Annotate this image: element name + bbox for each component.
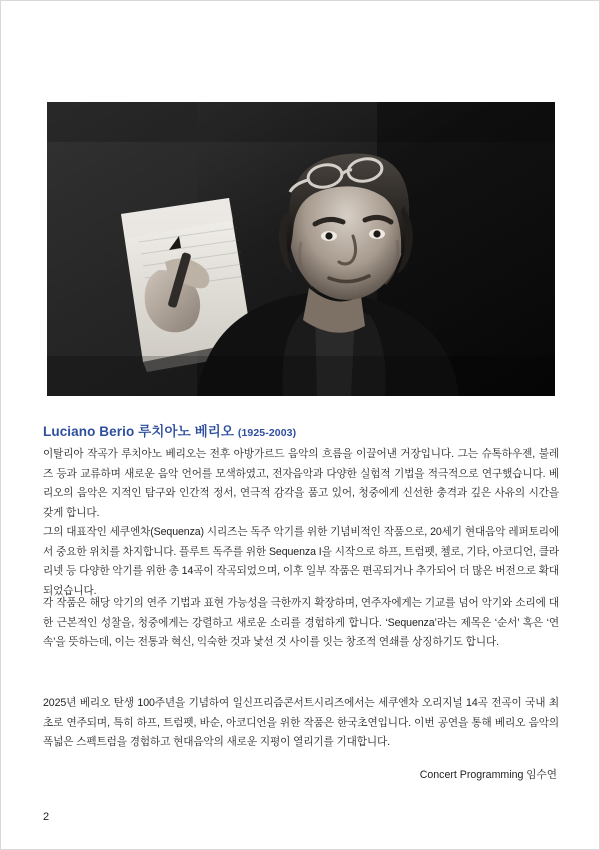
body-paragraph-2: 그의 대표작인 세쿠엔차(Sequenza) 시리즈는 독주 악기를 위한 기념비적인 작품으로, 20세기 현대음악 레퍼토리에서 중요한 위치를 차지합니다. 플루트 독주를 위한 Sequenza I을 시작으로 하프, 트럼펫, 첼로, 기타, 아코디언, 클라리넷 등 다양한 악기를 위한 총 14곡이 작곡되었으며, 이후 일부 작품은 편곡되거나 추가되어 더 많은 버전으로 확대되었습니다. <box>43 526 559 597</box>
body-paragraph-1: 이탈리아 작곡가 루치아노 베리오는 전후 아방가르드 음악의 흐름을 이끌어낸 거장입니다. 그는 슈톡하우젠, 불레즈 등과 교류하며 새로운 음악 언어를 모색하였고, 전자음악과 다양한 실험적 기법을 적극적으로 연구했습니다. 베리오의 음악은 지적인 탐구와 인간적 정서, 연극적 감각을 품고 있어, 청중에게 신선한 충격과 깊은 사유의 시간을 갖게 합니다. <box>43 448 559 519</box>
page-number: 2 <box>43 811 50 823</box>
page-title <box>43 420 563 440</box>
title-years: (1925-2003) <box>237 427 297 439</box>
body-paragraph-3: 각 작품은 해당 악기의 연주 기법과 표현 가능성을 극한까지 확장하며, 연주자에게는 기교를 넘어 악기와 소리에 대한 근본적인 성찰을, 청중에게는 강렬하고 새로운 소리를 경험하게 합니다. ‘Sequenza’라는 제목은 ‘순서’ 혹은 ‘연속’을 뜻하는데, 이는 전통과 혁신, 익숙한 것과 낯선 것 사이를 잇는 창조적 연쇄를 상징하기도 합니다. <box>43 597 559 649</box>
credit-line: Concert Programming 임수연 <box>419 769 557 781</box>
title-name-korean: 루치아노 베리오 <box>138 424 235 439</box>
body-paragraph-4: 2025년 베리오 탄생 100주년을 기념하여 일신프리즘콘서트시리즈에서는 세쿠엔차 오리지널 14곡 전곡이 국내 최초로 연주되며, 특히 하프, 트럼펫, 바순, 아코디언을 위한 작품은 한국초연입니다. 이번 공연을 통해 베리오 음악의 폭넓은 스펙트럼을 경험하고 현대음악의 새로운 지평이 열리기를 기대합니다. <box>43 697 559 749</box>
title-name-latin: Luciano Berio <box>43 424 135 439</box>
portrait-photo-luciano-berio <box>47 102 555 396</box>
portrait-photo-graphic <box>47 102 555 396</box>
